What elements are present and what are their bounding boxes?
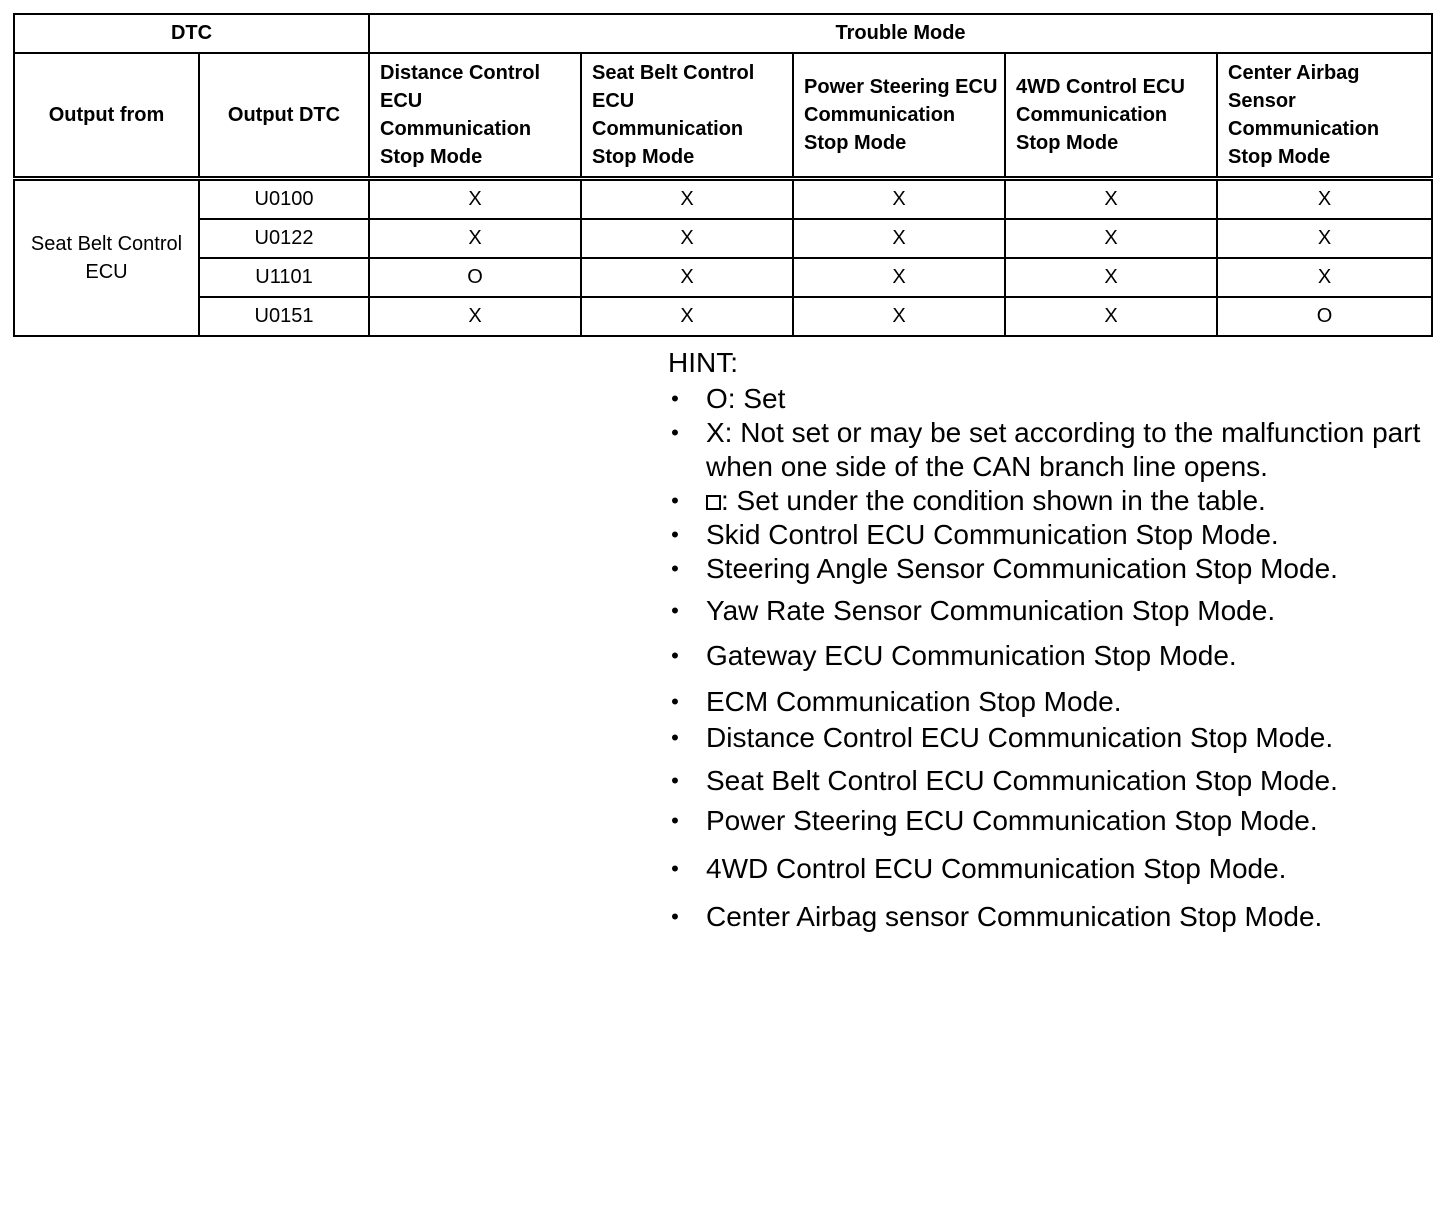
table-row — [14, 179, 1432, 220]
mark-cell: X — [581, 179, 793, 220]
mark-cell: X — [1217, 258, 1432, 297]
dtc-trouble-mode-table — [13, 13, 1433, 337]
output-from-value: Seat Belt Control ECU — [30, 233, 183, 283]
list-item — [668, 852, 1456, 886]
mark-cell: X — [369, 297, 581, 336]
mark-cell: X — [1217, 179, 1432, 220]
hint-item-text: ECM Communication Stop Mode. — [706, 686, 1122, 717]
list-item — [668, 484, 1456, 518]
hint-item-text: X: Not set or may be set according to the malfunction part when one side of the CAN branch line opens. — [706, 417, 1421, 482]
bullet-icon: • — [671, 556, 679, 581]
mark-cell: X — [793, 179, 1005, 220]
hint-item-text: Seat Belt Control ECU Communication Stop Mode. — [706, 765, 1338, 796]
table-row — [14, 297, 1432, 336]
hint-item-text: Skid Control ECU Communication Stop Mode. — [706, 519, 1279, 550]
list-item — [668, 416, 1456, 484]
hint-section — [668, 346, 1456, 934]
list-item — [668, 900, 1456, 934]
header-mode-4wd-control: 4WD Control ECU Communication Stop Mode — [1005, 53, 1217, 179]
mark-cell: X — [793, 258, 1005, 297]
bullet-icon: • — [671, 598, 679, 623]
mark-cell: X — [1005, 219, 1217, 258]
bullet-icon: • — [671, 689, 679, 714]
bullet-icon: • — [671, 856, 679, 881]
mark-cell: X — [1005, 179, 1217, 220]
hint-item-text: Steering Angle Sensor Communication Stop Mode. — [706, 553, 1338, 584]
header-mode-seat-belt-control: Seat Belt Control ECU Communication Stop Mode — [581, 53, 793, 179]
list-item — [668, 594, 1456, 628]
hint-item-text: Center Airbag sensor Communication Stop Mode. — [706, 901, 1323, 932]
mark-cell: X — [369, 219, 581, 258]
mark-cell: X — [793, 219, 1005, 258]
hint-item-text: Yaw Rate Sensor Communication Stop Mode. — [706, 595, 1276, 626]
bullet-icon: • — [671, 768, 679, 793]
list-item — [668, 764, 1456, 798]
bullet-icon: • — [671, 808, 679, 833]
header-mode-distance-control: Distance Control ECU Communication Stop Mode — [369, 53, 581, 179]
mark-cell: O — [369, 258, 581, 297]
header-dtc: DTC — [14, 14, 369, 53]
hint-item-text: Gateway ECU Communication Stop Mode. — [706, 640, 1237, 671]
hint-item-text: Distance Control ECU Communication Stop Mode. — [706, 722, 1334, 753]
mark-cell: X — [1005, 297, 1217, 336]
hint-item-text: O: Set — [706, 383, 786, 414]
dtc-code-cell: U1101 — [199, 258, 369, 297]
bullet-icon: • — [671, 643, 679, 668]
hint-item-text: : Set under the condition shown in the table. — [721, 485, 1266, 516]
list-item — [668, 721, 1456, 755]
bullet-icon: • — [671, 488, 679, 513]
header-output-from: Output from — [14, 53, 199, 179]
dtc-code-cell: U0151 — [199, 297, 369, 336]
hint-list — [668, 382, 1456, 934]
list-item — [668, 804, 1456, 838]
mark-cell: X — [581, 297, 793, 336]
dtc-code-cell: U0122 — [199, 219, 369, 258]
bullet-icon: • — [671, 386, 679, 411]
hint-title: HINT: — [668, 347, 738, 378]
bullet-icon: • — [671, 725, 679, 750]
output-from-cell — [14, 179, 199, 337]
header-output-dtc: Output DTC — [199, 53, 369, 179]
mark-cell: X — [1005, 258, 1217, 297]
hint-item-text: 4WD Control ECU Communication Stop Mode. — [706, 853, 1287, 884]
header-trouble-mode: Trouble Mode — [369, 14, 1432, 53]
header-mode-center-airbag: Center Airbag Sensor Communication Stop Mode — [1217, 53, 1432, 179]
list-item — [668, 382, 1456, 416]
list-item — [668, 552, 1456, 586]
table-row — [14, 258, 1432, 297]
hint-item-text: Power Steering ECU Communication Stop Mode. — [706, 805, 1318, 836]
mark-cell: X — [581, 258, 793, 297]
mark-cell: O — [1217, 297, 1432, 336]
mark-cell: X — [793, 297, 1005, 336]
header-mode-power-steering: Power Steering ECU Communication Stop Mode — [793, 53, 1005, 179]
list-item — [668, 518, 1456, 552]
bullet-icon: • — [671, 420, 679, 445]
bullet-icon: • — [671, 522, 679, 547]
mark-cell: X — [1217, 219, 1432, 258]
list-item — [668, 685, 1456, 719]
mark-cell: X — [581, 219, 793, 258]
mark-cell: X — [369, 179, 581, 220]
table-row — [14, 219, 1432, 258]
bullet-icon: • — [671, 904, 679, 929]
dtc-code-cell: U0100 — [199, 179, 369, 220]
square-icon — [706, 495, 721, 510]
list-item — [668, 639, 1456, 673]
